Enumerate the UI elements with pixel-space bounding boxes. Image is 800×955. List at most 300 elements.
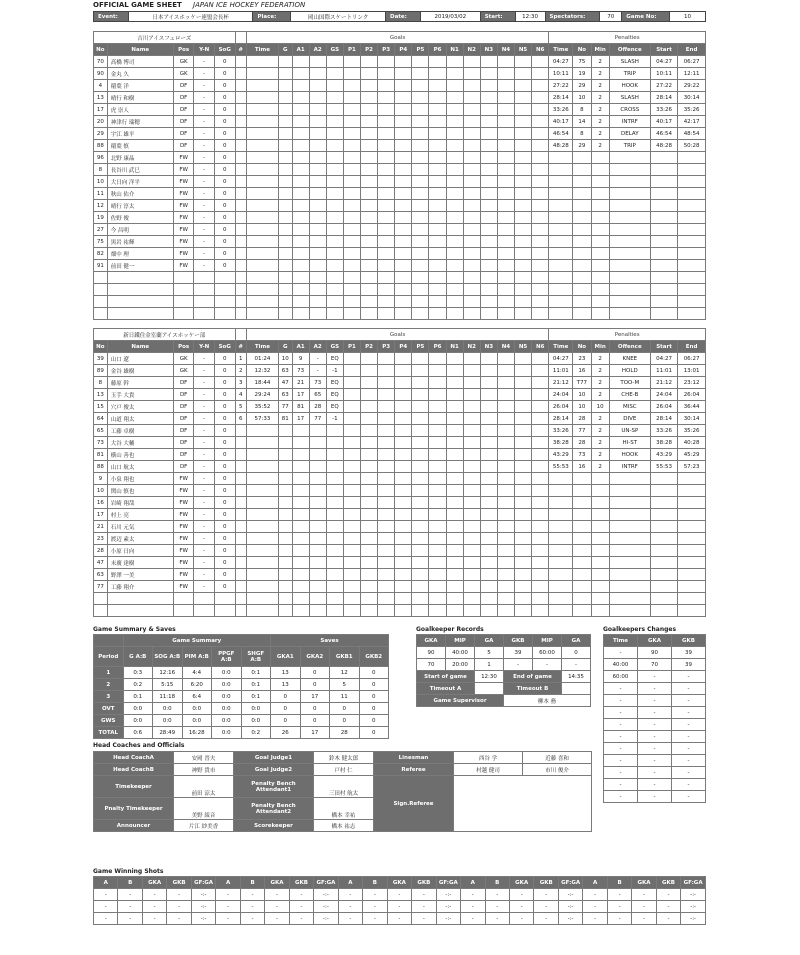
gk-cell: 1 xyxy=(475,659,504,671)
summary-cell: 26 xyxy=(271,727,301,739)
goal-cell xyxy=(278,296,292,308)
penalty-cell: 10 xyxy=(573,401,591,413)
table-row xyxy=(417,647,591,659)
goal-cell xyxy=(326,164,343,176)
col-header: Y-N xyxy=(194,44,215,56)
goals-label: Goals xyxy=(246,329,548,341)
goal-cell xyxy=(395,593,412,605)
penalty-cell xyxy=(591,224,609,236)
gk-label: Timeout B xyxy=(504,683,562,695)
goal-cell xyxy=(463,497,480,509)
gws-cell: - xyxy=(485,901,509,913)
goal-cell xyxy=(361,260,378,272)
summary-cell: 0:0 xyxy=(241,703,271,715)
player-no: 13 xyxy=(94,389,108,401)
player-yn: - xyxy=(194,176,215,188)
player-yn: - xyxy=(194,236,215,248)
goal-cell xyxy=(412,413,429,425)
col-header: N6 xyxy=(532,341,549,353)
gws-cell: -:- xyxy=(191,889,215,901)
gws-col: GF:GA xyxy=(436,877,460,889)
penalty-cell xyxy=(678,533,706,545)
goal-cell xyxy=(378,413,395,425)
gk-cell: 5 xyxy=(475,647,504,659)
goal-cell xyxy=(278,104,292,116)
goal-cell xyxy=(514,248,531,260)
goal-cell xyxy=(480,212,497,224)
goal-cell xyxy=(395,104,412,116)
goal-cell xyxy=(480,533,497,545)
goal-cell xyxy=(292,80,309,92)
goal-cell xyxy=(446,236,463,248)
goal-cell xyxy=(514,557,531,569)
goal-cell xyxy=(326,248,343,260)
goal-cell xyxy=(292,224,309,236)
gws-cell: - xyxy=(607,901,631,913)
goal-cell xyxy=(532,533,549,545)
goal-cell xyxy=(278,80,292,92)
penalty-cell xyxy=(678,605,706,617)
referee-label: Referee xyxy=(374,764,454,776)
player-pos: GK xyxy=(173,56,194,68)
gws-col: GKB xyxy=(656,877,680,889)
goal-cell xyxy=(480,308,497,320)
player-yn: - xyxy=(194,80,215,92)
goal-cell xyxy=(309,308,326,320)
player-no: 10 xyxy=(94,176,108,188)
gkc-cell: 70 xyxy=(638,659,672,671)
goal-cell xyxy=(378,308,395,320)
goal-cell xyxy=(480,497,497,509)
gkc-cell: - xyxy=(638,731,672,743)
summary-cell: 0:0 xyxy=(212,703,242,715)
player-yn: - xyxy=(194,425,215,437)
player-no: 64 xyxy=(94,413,108,425)
col-header: P5 xyxy=(412,341,429,353)
gk-cell: 90 xyxy=(417,647,446,659)
goal-cell xyxy=(326,128,343,140)
goal-cell xyxy=(463,68,480,80)
team-name: 吉川アイスフェローズ xyxy=(94,32,236,44)
gws-cell: - xyxy=(509,901,533,913)
penalty-cell xyxy=(591,248,609,260)
goal-cell xyxy=(292,164,309,176)
goal-cell xyxy=(480,581,497,593)
penalty-cell xyxy=(549,188,573,200)
goal-cell xyxy=(343,188,360,200)
goal-cell xyxy=(480,176,497,188)
player-yn: - xyxy=(194,581,215,593)
gkc-cell: - xyxy=(672,791,706,803)
goal-cell xyxy=(292,461,309,473)
goal-cell xyxy=(235,224,246,236)
gws-cell: - xyxy=(461,901,485,913)
penalty-cell: 2 xyxy=(591,80,609,92)
goal-cell xyxy=(514,128,531,140)
goal-cell xyxy=(292,284,309,296)
penalty-cell: 48:28 xyxy=(549,140,573,152)
goal-cell: 4 xyxy=(235,389,246,401)
goal-cell xyxy=(429,116,446,128)
referee1-value: 村越 健司 xyxy=(454,764,523,776)
gws-col: GF:GA xyxy=(681,877,706,889)
gkc-cell: - xyxy=(604,791,638,803)
pba1-value: 三田村 航太 xyxy=(314,776,374,798)
col-header: G xyxy=(278,44,292,56)
goal-cell xyxy=(514,461,531,473)
goal-cell xyxy=(246,272,278,284)
goal-cell xyxy=(514,473,531,485)
player-yn: - xyxy=(194,533,215,545)
goal-cell xyxy=(309,593,326,605)
goal-cell xyxy=(395,152,412,164)
penalty-cell xyxy=(609,473,650,485)
col-header: A2 xyxy=(309,341,326,353)
gk-cell: - xyxy=(533,659,562,671)
player-no xyxy=(94,605,108,617)
summary-col: SHGF A:B xyxy=(241,647,271,667)
player-pos: GK xyxy=(173,365,194,377)
goal-cell xyxy=(463,365,480,377)
goal-cell xyxy=(326,569,343,581)
penalty-cell xyxy=(609,176,650,188)
goal-cell xyxy=(326,104,343,116)
goal-cell xyxy=(480,353,497,365)
goal-cell xyxy=(412,497,429,509)
player-no: 39 xyxy=(94,353,108,365)
penalty-cell: 8 xyxy=(573,104,591,116)
goal-cell xyxy=(429,188,446,200)
gkc-col: Time xyxy=(604,635,638,647)
gws-cell: - xyxy=(265,913,289,925)
goal-cell xyxy=(361,104,378,116)
goal-cell xyxy=(532,401,549,413)
goal-cell xyxy=(309,152,326,164)
col-header: Time xyxy=(246,341,278,353)
goal-cell xyxy=(309,92,326,104)
goal-cell xyxy=(246,116,278,128)
goal-cell: 9 xyxy=(292,353,309,365)
goal-cell xyxy=(309,509,326,521)
penalty-cell xyxy=(549,605,573,617)
gk-cell: 0 xyxy=(562,647,591,659)
goal-cell xyxy=(429,473,446,485)
goal-cell xyxy=(278,485,292,497)
goal-cell xyxy=(446,605,463,617)
penalty-cell xyxy=(549,545,573,557)
goal-cell xyxy=(343,377,360,389)
goal-cell xyxy=(278,128,292,140)
goal-cell xyxy=(532,104,549,116)
gws-col: GF:GA xyxy=(558,877,582,889)
gk-col: GKB xyxy=(504,635,533,647)
goal-cell xyxy=(429,224,446,236)
goal-cell xyxy=(343,200,360,212)
goal-cell xyxy=(278,176,292,188)
gkc-cell: - xyxy=(672,767,706,779)
goal-cell xyxy=(514,593,531,605)
gws-cell: - xyxy=(461,913,485,925)
summary-cell: 0 xyxy=(330,703,360,715)
goal-cell xyxy=(378,68,395,80)
goal-cell xyxy=(514,236,531,248)
goal-cell xyxy=(246,188,278,200)
goal-cell xyxy=(246,425,278,437)
goal-cell xyxy=(412,212,429,224)
gkc-cell: - xyxy=(638,767,672,779)
goal-cell xyxy=(480,365,497,377)
goal-cell xyxy=(292,497,309,509)
player-pos: FW xyxy=(173,509,194,521)
table-row xyxy=(94,581,706,593)
penalty-cell xyxy=(591,296,609,308)
penalty-cell: 29 xyxy=(573,140,591,152)
summary-cell: 0 xyxy=(359,727,389,739)
summary-cell: 0:0 xyxy=(241,715,271,727)
goal-cell xyxy=(378,473,395,485)
goal-cell xyxy=(235,581,246,593)
goal-cell xyxy=(395,236,412,248)
player-pos: DF xyxy=(173,116,194,128)
goal-cell xyxy=(395,605,412,617)
penalty-cell xyxy=(573,473,591,485)
penalty-cell xyxy=(549,212,573,224)
goal-cell xyxy=(343,413,360,425)
player-no: 70 xyxy=(94,56,108,68)
goal-cell xyxy=(378,128,395,140)
goal-cell xyxy=(326,176,343,188)
col-header: GS xyxy=(326,44,343,56)
gws-cell: -:- xyxy=(558,901,582,913)
penalty-cell: 2 xyxy=(591,92,609,104)
table-row xyxy=(94,104,706,116)
player-pos: FW xyxy=(173,581,194,593)
gws-col: GKA xyxy=(387,877,411,889)
goal-cell xyxy=(532,80,549,92)
goal-cell xyxy=(497,152,514,164)
goal-cell xyxy=(429,200,446,212)
player-yn: - xyxy=(194,68,215,80)
game-no-label: Game No: xyxy=(622,12,670,21)
goal-cell: 17 xyxy=(292,389,309,401)
goal-cell xyxy=(480,389,497,401)
goal-cell xyxy=(278,68,292,80)
goal-cell xyxy=(246,557,278,569)
goal-cell xyxy=(497,509,514,521)
goal-cell xyxy=(343,140,360,152)
summary-col: PIM A:B xyxy=(182,647,212,667)
gws-cell: - xyxy=(216,889,240,901)
gk-col: GA xyxy=(475,635,504,647)
gws-cell: - xyxy=(632,889,656,901)
goal-cell: 77 xyxy=(278,401,292,413)
player-pos: FW xyxy=(173,188,194,200)
penalty-cell xyxy=(678,260,706,272)
goal-cell xyxy=(446,521,463,533)
player-no: 63 xyxy=(94,569,108,581)
goal-cell xyxy=(326,509,343,521)
sign-referee-label: Sign.Referee xyxy=(374,776,454,832)
goal-cell xyxy=(361,176,378,188)
penalty-cell xyxy=(591,485,609,497)
penalty-cell: 2 xyxy=(591,425,609,437)
spacer xyxy=(235,329,246,341)
goal-cell xyxy=(309,176,326,188)
goal-cell xyxy=(446,152,463,164)
goal-cell xyxy=(463,557,480,569)
gws-col: A xyxy=(583,877,607,889)
penalty-cell xyxy=(549,509,573,521)
goal-cell xyxy=(532,425,549,437)
penalty-cell: 2 xyxy=(591,68,609,80)
player-yn: - xyxy=(194,56,215,68)
player-pos: FW xyxy=(173,164,194,176)
scorekeeper-label: Scorekeeper xyxy=(234,820,314,832)
goal-cell xyxy=(412,56,429,68)
penalty-cell: 06:27 xyxy=(678,56,706,68)
penalty-cell: 21:12 xyxy=(549,377,573,389)
table-row xyxy=(94,437,706,449)
gws-col: GF:GA xyxy=(314,877,338,889)
goal-cell xyxy=(497,56,514,68)
gkc-cell: - xyxy=(672,779,706,791)
goal-cell xyxy=(235,473,246,485)
penalty-cell xyxy=(591,284,609,296)
summary-cell: 0 xyxy=(300,715,330,727)
gws-col: GKA xyxy=(509,877,533,889)
goal-judge1-value: 鈴木 健太郎 xyxy=(314,752,374,764)
gk-col: GA xyxy=(562,635,591,647)
penalty-cell: HOLD xyxy=(609,365,650,377)
goal-cell xyxy=(326,200,343,212)
goal-cell xyxy=(343,461,360,473)
penalty-cell: 10 xyxy=(573,92,591,104)
player-yn: - xyxy=(194,164,215,176)
penalty-cell xyxy=(549,200,573,212)
gws-cell: - xyxy=(509,889,533,901)
player-yn: - xyxy=(194,521,215,533)
gws-col: B xyxy=(363,877,387,889)
goal-cell xyxy=(235,533,246,545)
goal-cell xyxy=(514,401,531,413)
penalty-cell xyxy=(650,260,677,272)
goal-cell xyxy=(514,485,531,497)
goal-cell xyxy=(532,557,549,569)
summary-cell: 13 xyxy=(271,679,301,691)
goal-cell xyxy=(343,296,360,308)
player-pos: FW xyxy=(173,545,194,557)
penalty-cell: 28:14 xyxy=(549,413,573,425)
goal-cell xyxy=(326,461,343,473)
goal-cell xyxy=(532,353,549,365)
penalty-cell xyxy=(573,533,591,545)
penalty-cell: 77 xyxy=(573,425,591,437)
goal-cell: 1 xyxy=(235,353,246,365)
goal-cell xyxy=(343,497,360,509)
goal-cell xyxy=(446,188,463,200)
gws-cell: - xyxy=(265,889,289,901)
goal-cell xyxy=(446,272,463,284)
player-yn: - xyxy=(194,260,215,272)
goal-cell xyxy=(309,533,326,545)
penalty-cell: 26:04 xyxy=(678,389,706,401)
goal-cell xyxy=(361,188,378,200)
player-no: 8 xyxy=(94,377,108,389)
goal-cell xyxy=(378,437,395,449)
penalty-cell xyxy=(573,212,591,224)
goal-cell xyxy=(480,128,497,140)
gws-cell: -:- xyxy=(436,901,460,913)
goal-cell xyxy=(395,272,412,284)
player-pos: FW xyxy=(173,260,194,272)
gws-cell: - xyxy=(583,901,607,913)
player-no: 16 xyxy=(94,497,108,509)
goal-cell xyxy=(343,176,360,188)
goal-cell xyxy=(326,533,343,545)
gkc-col: GKA xyxy=(638,635,672,647)
goal-cell xyxy=(278,521,292,533)
team-name: 新日鐵住金室蘭アイスホッケー部 xyxy=(94,329,236,341)
goal-cell xyxy=(446,248,463,260)
goal-cell xyxy=(235,248,246,260)
gws-cell: - xyxy=(632,913,656,925)
sign-referee-box[interactable] xyxy=(454,776,592,832)
player-pos: DF xyxy=(173,413,194,425)
goal-cell xyxy=(309,605,326,617)
goal-cell xyxy=(378,581,395,593)
goal-cell xyxy=(514,437,531,449)
penalty-cell xyxy=(650,188,677,200)
player-yn: - xyxy=(194,389,215,401)
goal-cell xyxy=(343,569,360,581)
summary-cell: 0 xyxy=(271,691,301,703)
gk-value: 14:35 xyxy=(562,671,591,683)
goal-cell xyxy=(326,236,343,248)
goal-cell xyxy=(480,425,497,437)
table-row xyxy=(94,715,389,727)
col-header: P5 xyxy=(412,44,429,56)
penalty-cell: 33:26 xyxy=(650,104,677,116)
scorekeeper-value: 橋本 祐志 xyxy=(314,820,374,832)
penalty-cell xyxy=(609,545,650,557)
goal-cell xyxy=(361,449,378,461)
goal-cell xyxy=(246,509,278,521)
pba2-label: Penalty Bench Attendant2 xyxy=(234,798,314,820)
goal-cell xyxy=(361,569,378,581)
player-pos xyxy=(173,272,194,284)
goal-cell: EQ xyxy=(326,353,343,365)
goal-cell xyxy=(463,593,480,605)
goal-cell xyxy=(412,593,429,605)
goal-cell xyxy=(480,593,497,605)
table-row xyxy=(94,497,706,509)
goal-cell xyxy=(497,224,514,236)
summary-cell: 6:4 xyxy=(182,691,212,703)
goals-label: Goals xyxy=(246,32,548,44)
goal-cell xyxy=(378,365,395,377)
player-pos: FW xyxy=(173,473,194,485)
goal-cell xyxy=(446,128,463,140)
table-row xyxy=(94,92,706,104)
player-pos: DF xyxy=(173,437,194,449)
goal-cell xyxy=(480,413,497,425)
goal-cell xyxy=(497,377,514,389)
gws-cell: - xyxy=(363,913,387,925)
penalty-cell: DELAY xyxy=(609,128,650,140)
gws-cell: -:- xyxy=(558,889,582,901)
goal-cell xyxy=(395,569,412,581)
goal-cell xyxy=(463,473,480,485)
